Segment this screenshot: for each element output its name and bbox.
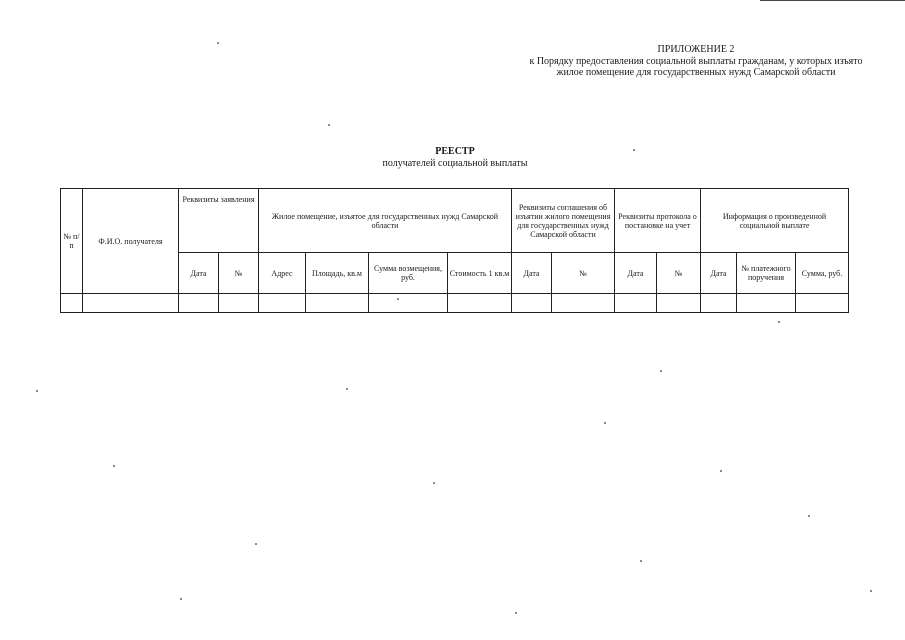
registry-title: РЕЕСТР bbox=[435, 146, 475, 157]
registry-title-block bbox=[300, 146, 610, 169]
table-cell bbox=[701, 294, 737, 313]
table-cell bbox=[512, 294, 552, 313]
header-app-date: Дата bbox=[179, 253, 219, 294]
header-compensation: Сумма возмещения, руб. bbox=[369, 253, 448, 294]
header-agreement: Реквизиты соглашения об изъятии жилого помещения для государственных нужд Самарской области bbox=[512, 189, 615, 253]
registry-table bbox=[60, 188, 849, 313]
table-cell bbox=[615, 294, 657, 313]
header-address: Адрес bbox=[259, 253, 306, 294]
header-payment-sum: Сумма, руб. bbox=[796, 253, 849, 294]
header-agreement-date: Дата bbox=[512, 253, 552, 294]
header-housing: Жилое помещение, изъятое для государственных нужд Самарской области bbox=[259, 189, 512, 253]
table-cell bbox=[369, 294, 448, 313]
table-cell bbox=[61, 294, 83, 313]
table-cell bbox=[306, 294, 369, 313]
header-payment-order: № платежного поручения bbox=[737, 253, 796, 294]
table-cell bbox=[219, 294, 259, 313]
table-row bbox=[61, 294, 849, 313]
header-app-num: № bbox=[219, 253, 259, 294]
table-cell bbox=[657, 294, 701, 313]
header-protocol-date: Дата bbox=[615, 253, 657, 294]
scan-edge-line bbox=[760, 0, 905, 1]
header-payment: Информация о произведенной социальной выплате bbox=[701, 189, 849, 253]
table-cell bbox=[796, 294, 849, 313]
appendix-heading: ПРИЛОЖЕНИЕ 2 bbox=[657, 44, 735, 55]
header-num: № п/п bbox=[61, 189, 83, 294]
header-agreement-num: № bbox=[552, 253, 615, 294]
table-cell bbox=[259, 294, 306, 313]
table-cell bbox=[552, 294, 615, 313]
header-area: Площадь, кв.м bbox=[306, 253, 369, 294]
header-cost-per-sqm: Стоимость 1 кв.м bbox=[448, 253, 512, 294]
table-cell bbox=[179, 294, 219, 313]
appendix-block bbox=[528, 44, 864, 79]
table-cell bbox=[83, 294, 179, 313]
header-protocol-num: № bbox=[657, 253, 701, 294]
header-protocol: Реквизиты протокола о постановке на учет bbox=[615, 189, 701, 253]
header-application: Реквизиты заявления bbox=[179, 189, 259, 253]
table-cell bbox=[448, 294, 512, 313]
header-name: Ф.И.О. получателя bbox=[83, 189, 179, 294]
registry-subtitle: получателей социальной выплаты bbox=[382, 157, 528, 169]
appendix-text: к Порядку предоставления социальной выплаты гражданам, у которых изъято жилое помещение для государственных нужд Самарской области bbox=[529, 55, 863, 78]
table-cell bbox=[737, 294, 796, 313]
header-payment-date: Дата bbox=[701, 253, 737, 294]
